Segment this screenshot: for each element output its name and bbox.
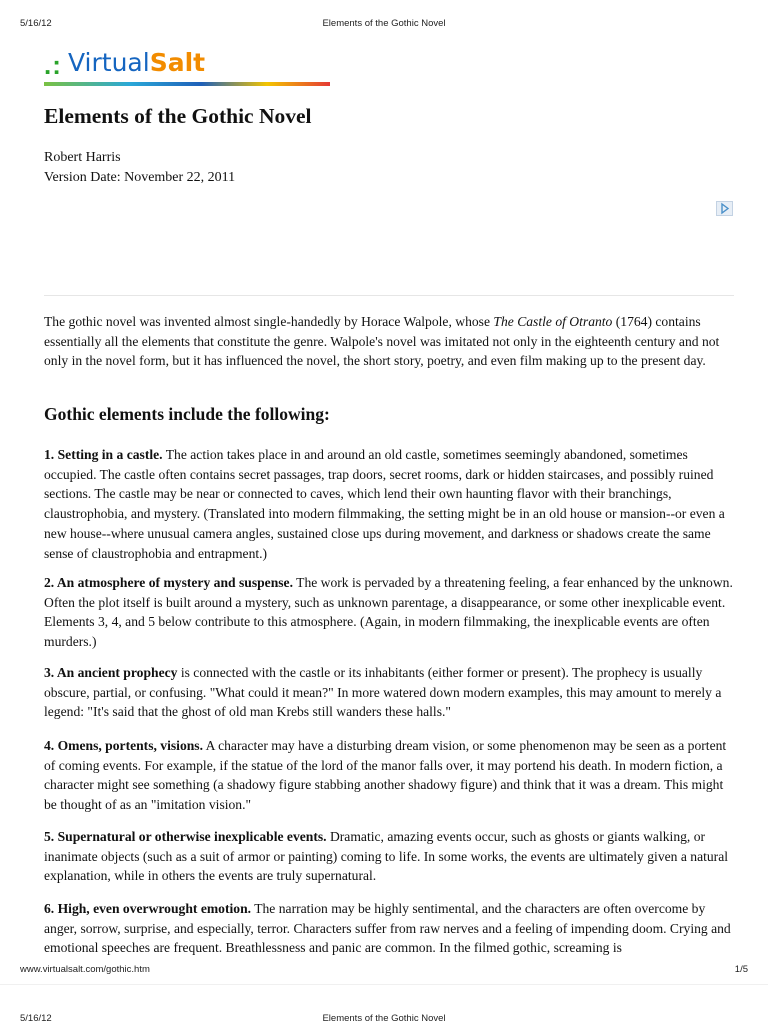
element-text: The action takes place in and around an old castle, sometimes seemingly abandoned, sometimes occupied. The castle often contains secret passages, trap doors, secret rooms, dark or hidden staircases, and possibly ruined sections. The castle may be near or connected to caves, which lend their own haunting flavor with their branchings, claustrophobia, and mystery. (Translated into modern filmmaking, the setting might be in an old house or mansion--or even a new house--where unusual camera angles, sustained close ups during movement, and darkness or shadows create the same sense of claustrophobia and entrapment.) [44, 447, 725, 561]
virtualsalt-logo[interactable] [44, 46, 330, 90]
element-text: A character may have a disturbing dream vision, or some phenomenon may be seen as a portent of coming events. For example, if the statue of the lord of the manor falls over, it may portend his death. In modern fiction, a character might see something (a shadowy figure stabbing another shadowy figure) and think that it was a dream. This might be thought of as an "imitation vision." [44, 738, 727, 813]
element-heading: 6. High, even overwrought emotion. [44, 901, 252, 916]
element-item [44, 899, 734, 959]
book-title: The Castle of Otranto [493, 314, 613, 329]
element-heading: 5. Supernatural or otherwise inexplicable events. [44, 829, 327, 844]
element-text: The work is pervaded by a threatening feeling, a fear enhanced by the unknown. Often the plot itself is built around a mystery, such as unknown parentage, a disappearance, or some other inexplicable event. Elements 3, 4, and 5 below contribute to this atmosphere. (Again, in modern filmmaking, the inexplicable events are often murders.) [44, 575, 733, 650]
element-heading: 2. An atmosphere of mystery and suspense. [44, 575, 293, 590]
page-title: Elements of the Gothic Novel [44, 104, 312, 128]
print-header [0, 18, 768, 32]
element-text: is connected with the castle or its inhabitants (either former or present). The prophecy is usually obscure, partial, or confusing. "What could it mean?" In more watered down modern examples, this may amount to merely a legend: "It's said that the ghost of old man Krebs still wanders these halls." [44, 665, 722, 720]
element-heading: 3. An ancient prophecy [44, 665, 178, 680]
print-page-title: Elements of the Gothic Novel [322, 1013, 446, 1024]
element-heading: 1. Setting in a castle. [44, 447, 163, 462]
element-item [44, 736, 734, 815]
logo-dots: .: [44, 50, 62, 80]
element-heading: 4. Omens, portents, visions. [44, 738, 203, 753]
print-page-title: Elements of the Gothic Novel [322, 18, 446, 29]
section-heading: Gothic elements include the following: [44, 404, 330, 424]
print-date: 5/16/12 [20, 1013, 52, 1024]
element-item [44, 445, 734, 563]
logo-gradient-bar [44, 82, 330, 86]
element-item [44, 573, 734, 652]
element-item [44, 827, 734, 886]
byline [44, 148, 235, 188]
print-date: 5/16/12 [20, 18, 52, 29]
element-item [44, 663, 734, 722]
page-number: 1/5 [734, 964, 748, 975]
ad-divider [44, 295, 734, 296]
print-footer [0, 964, 768, 978]
element-text: The narration may be highly sentimental, and the characters are often overcome by anger, sorrow, surprise, and especially, terror. Characters suffer from raw nerves and a feeling of impending doom. Crying and emotional speeches are frequent. Breathlessness and panic are common. In the filmed gothic, screaming is [44, 901, 731, 956]
intro-paragraph: The gothic novel was invented almost single-handedly by Horace Walpole, whose The Castle of Otranto (1764) contains essentially all the elements that constitute the genre. Walpole's novel was imitated not only in the eighteenth century and not only in the novel form, but it has influenced the novel, the short story, poetry, and even film making up to the present day. [44, 314, 720, 369]
adchoices-icon[interactable] [716, 201, 733, 216]
element-text: Dramatic, amazing events occur, such as ghosts or giants walking, or inanimate objects (such as a suit of armor or painting) coming to life. In some works, the events are ultimately given a natural explanation, while in others the events are truly supernatural. [44, 829, 729, 884]
logo-wordmark: VirtualSalt [68, 48, 206, 77]
print-header-next-page [0, 1013, 768, 1027]
page-break-divider [0, 984, 768, 985]
page-url: www.virtualsalt.com/gothic.htm [20, 964, 150, 975]
version-date: Version Date: November 22, 2011 [44, 170, 236, 185]
author-name: Robert Harris [44, 150, 121, 165]
